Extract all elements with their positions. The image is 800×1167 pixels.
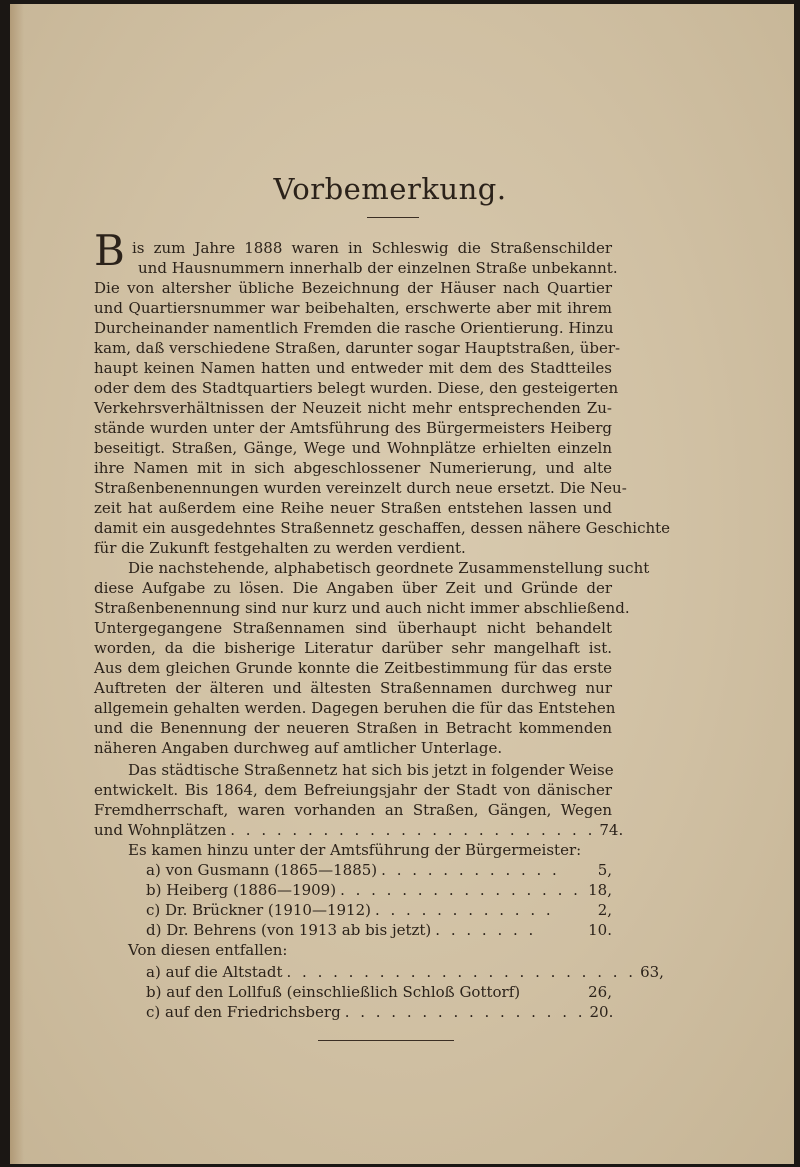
text-line: Die nachstehende, alphabetisch geordnete Zusammenstellung sucht — [128, 559, 650, 577]
district-row — [146, 982, 612, 1002]
row-label: und Wohnplätzen — [94, 821, 227, 839]
text-line: beseitigt. Straßen, Gänge, Wege und Wohnplätze erhielten einzeln — [94, 439, 612, 457]
row-label: b) auf den Lollfuß (einschließlich Schloß Gottorf) — [146, 983, 521, 1001]
text-line: worden, da die bisherige Literatur darüber sehr mangelhaft ist. — [94, 639, 612, 657]
row-value: 5, — [597, 861, 612, 879]
text-line: oder dem des Stadtquartiers belegt wurden. Diese, den gesteigerten — [94, 379, 619, 397]
text-line: Verkehrsverhältnissen der Neuzeit nicht mehr entsprechenden Zu- — [94, 399, 612, 417]
title-divider — [367, 217, 419, 218]
mayor-row — [146, 920, 612, 940]
text-line: und Hausnummern innerhalb der einzelnen Straße unbekannt. — [138, 259, 618, 277]
row-value: 2, — [597, 901, 612, 919]
text-line: is zum Jahre 1888 waren in Schleswig die Straßenschilder — [132, 239, 612, 257]
text-line: Fremdherrschaft, waren vorhanden an Straßen, Gängen, Wegen — [94, 801, 612, 819]
text-line: Aus dem gleichen Grunde konnte die Zeitbestimmung für das erste — [94, 659, 612, 677]
row-label: b) Heiberg (1886—1909) — [146, 881, 337, 899]
closing-divider — [318, 1040, 454, 1041]
text-line: diese Aufgabe zu lösen. Die Angaben über Zeit und Gründe der — [94, 579, 612, 597]
row-label: d) Dr. Behrens (von 1913 ab bis jetzt) — [146, 921, 432, 939]
row-label: a) auf die Altstadt — [146, 963, 283, 981]
leader-dots: . . . . . . . . . . . . . . . . . . . . . . . . — [230, 821, 596, 839]
leader-dots: . . . . . . . . . . . . . . . . — [344, 1003, 586, 1021]
row-value: 20. — [589, 1003, 614, 1021]
text-line: entwickelt. Bis 1864, dem Befreiungsjahr der Stadt von dänischer — [94, 781, 612, 799]
leader-dots: . . . . . . . — [435, 921, 537, 939]
text-line: stände wurden unter der Amtsführung des Bürgermeisters Heiberg — [94, 419, 612, 437]
text-line: allgemein gehalten werden. Dagegen beruhen die für das Entstehen — [94, 699, 616, 717]
districts-intro: Von diesen entfallen: — [128, 941, 288, 959]
row-value: 74. — [599, 821, 624, 839]
drop-cap: B — [94, 226, 125, 275]
row-label: c) auf den Friedrichsberg — [146, 1003, 341, 1021]
total-streets-row — [94, 820, 624, 840]
leader-dots — [520, 982, 588, 1002]
text-line: Straßenbenennungen wurden vereinzelt durch neue ersetzt. Die Neu- — [94, 479, 627, 497]
text-line: und die Benennung der neueren Straßen in Betracht kommenden — [94, 719, 612, 737]
text-line: haupt keinen Namen hatten und entweder mit dem des Stadtteiles — [94, 359, 612, 377]
row-label: c) Dr. Brückner (1910—1912) — [146, 901, 371, 919]
text-line: Untergegangene Straßennamen sind überhaupt nicht behandelt — [94, 619, 612, 637]
text-line: für die Zukunft festgehalten zu werden verdient. — [94, 539, 466, 557]
text-line: zeit hat außerdem eine Reihe neuer Straßen entstehen lassen und — [94, 499, 612, 517]
text-line: Durcheinander namentlich Fremden die rasche Orientierung. Hinzu — [94, 319, 614, 337]
mayors-intro: Es kamen hinzu unter der Amtsführung der Bürgermeister: — [128, 841, 582, 859]
page-title: Vorbemerkung. — [273, 172, 507, 206]
row-label: a) von Gusmann (1865—1885) — [146, 861, 378, 879]
leader-dots: . . . . . . . . . . . . — [374, 901, 554, 919]
row-value: 18, — [588, 881, 612, 899]
text-line: Straßenbenennung sind nur kurz und auch nicht immer abschließend. — [94, 599, 630, 617]
mayor-row — [146, 860, 612, 880]
district-row — [146, 1002, 612, 1022]
text-line: Die von altersher übliche Bezeichnung der Häuser nach Quartier — [94, 279, 612, 297]
leader-dots: . . . . . . . . . . . . . . . . — [340, 881, 581, 899]
leader-dots: . . . . . . . . . . . . — [381, 861, 560, 879]
text-line: kam, daß verschiedene Straßen, darunter sogar Hauptstraßen, über- — [94, 339, 621, 357]
mayor-row — [146, 880, 612, 900]
mayor-row — [146, 900, 612, 920]
text-line: Auftreten der älteren und ältesten Straßennamen durchweg nur — [94, 679, 612, 697]
text-line: und Quartiersnummer war beibehalten, erschwerte aber mit ihrem — [94, 299, 612, 317]
scanned-page — [10, 4, 794, 1164]
row-value: 63, — [640, 963, 664, 981]
text-line: damit ein ausgedehntes Straßennetz geschaffen, dessen nähere Geschichte — [94, 519, 671, 537]
text-line: ihre Namen mit in sich abgeschlossener Numerierung, und alte — [94, 459, 612, 477]
text-line: Das städtische Straßennetz hat sich bis jetzt in folgender Weise — [128, 761, 614, 779]
text-line: näheren Angaben durchweg auf amtlicher Unterlage. — [94, 739, 503, 757]
leader-dots: . . . . . . . . . . . . . . . . . . . . . . . — [286, 963, 637, 981]
row-value: 10. — [588, 921, 612, 939]
district-row — [146, 962, 664, 982]
row-value: 26, — [588, 983, 612, 1001]
